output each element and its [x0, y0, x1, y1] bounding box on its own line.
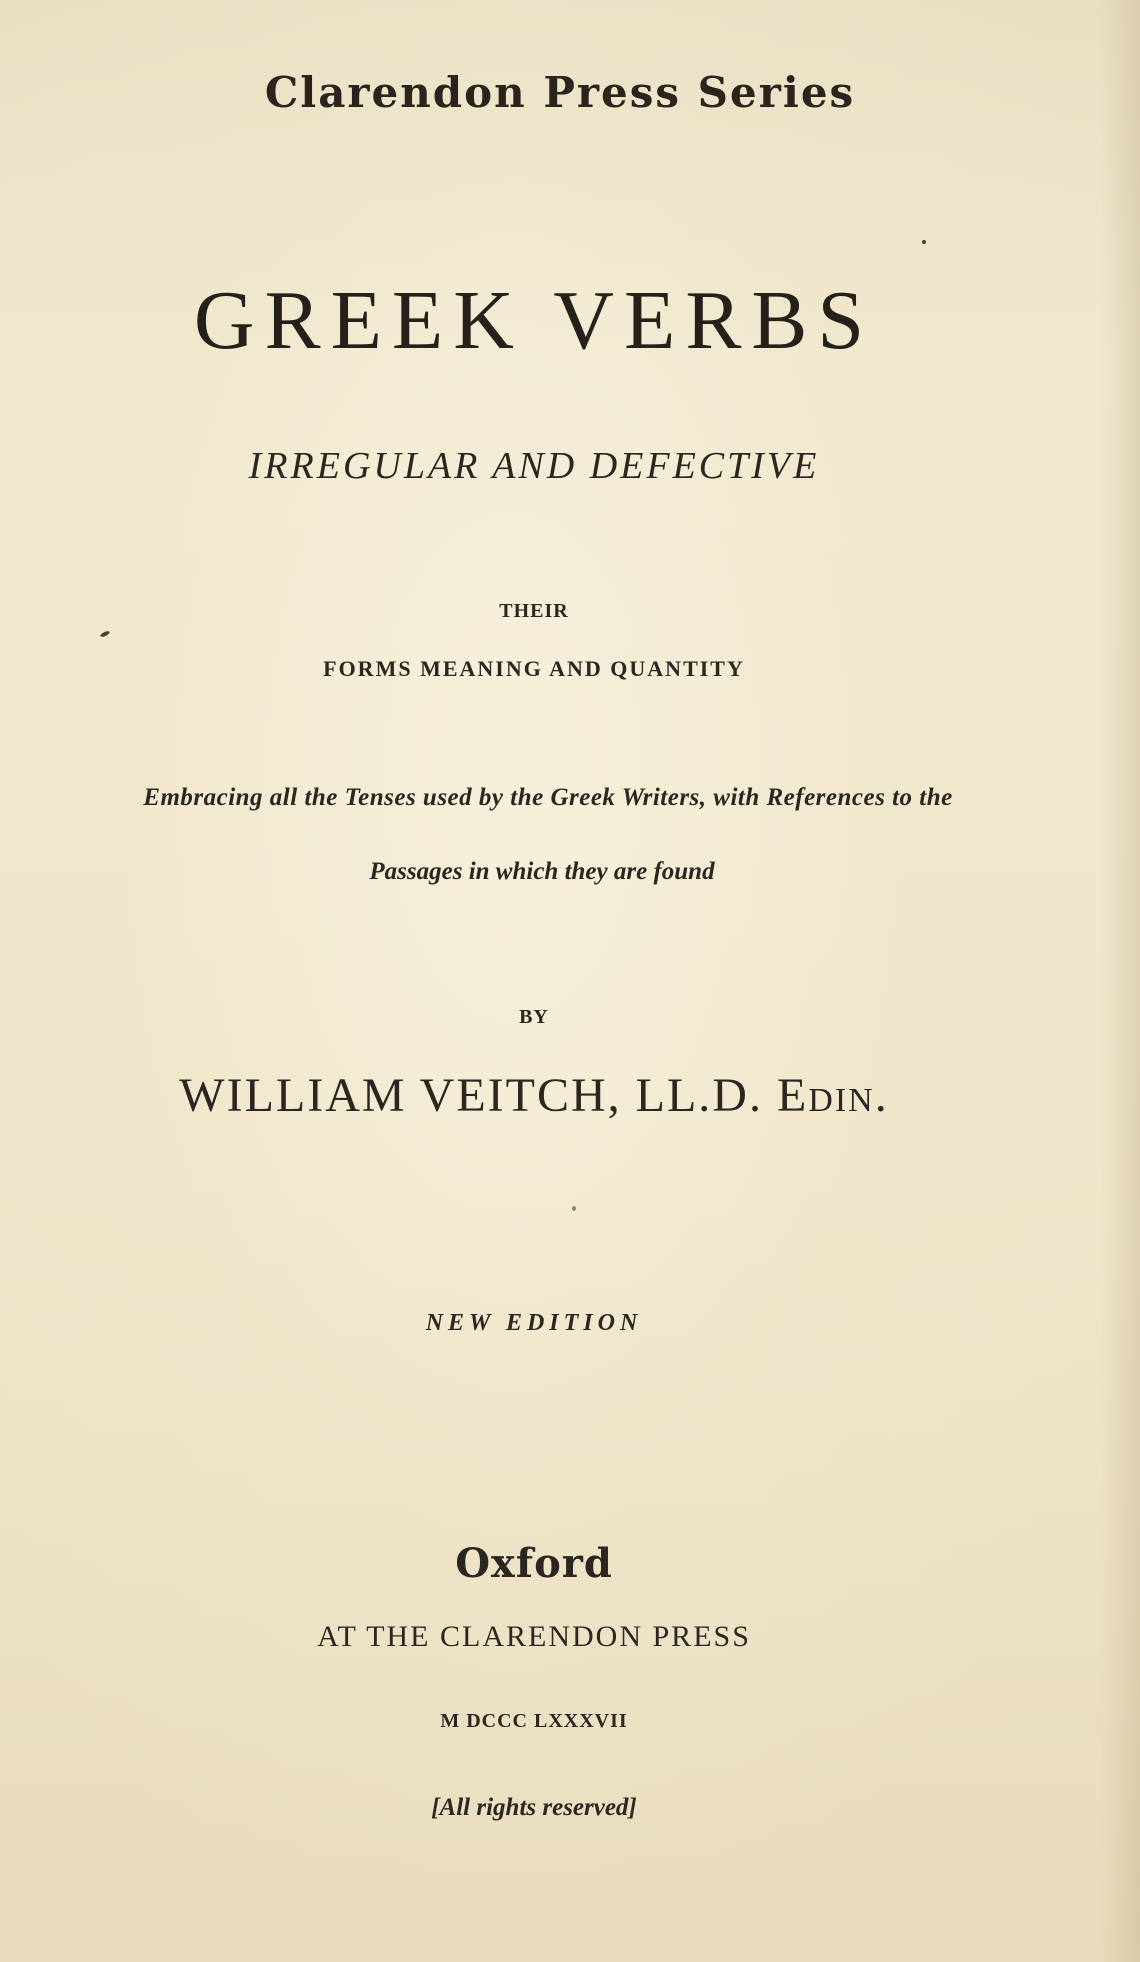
description-line-2: Passages in which they are found	[369, 858, 715, 885]
imprint-date: M DCCC LXXXVII	[440, 1710, 628, 1732]
by-label: BY	[519, 1006, 549, 1028]
forms-line: FORMS MEANING AND QUANTITY	[323, 656, 745, 681]
book-subtitle: IRREGULAR AND DEFECTIVE	[248, 445, 820, 487]
description-line-1: Embracing all the Tenses used by the Greek Writers, with References to the	[143, 784, 953, 811]
author-name: WILLIAM VEITCH, LL.D.	[179, 1069, 763, 1122]
paper-speck	[572, 1206, 576, 1211]
imprint-city: Oxford	[455, 1540, 613, 1587]
author-suffix: Edin.	[776, 1069, 889, 1122]
page-edge-shadow	[1100, 0, 1140, 1962]
book-title: GREEK VERBS	[193, 274, 875, 367]
paper-speck	[922, 240, 926, 244]
their-label: THEIR	[499, 600, 569, 622]
paper-speck	[100, 630, 111, 638]
imprint-press: AT THE CLARENDON PRESS	[317, 1620, 751, 1653]
author-line	[0, 1068, 1104, 1123]
series-heading: Clarendon Press Series	[264, 68, 856, 117]
edition-label: NEW EDITION	[425, 1310, 643, 1336]
rights-notice: [All rights reserved]	[431, 1794, 637, 1821]
